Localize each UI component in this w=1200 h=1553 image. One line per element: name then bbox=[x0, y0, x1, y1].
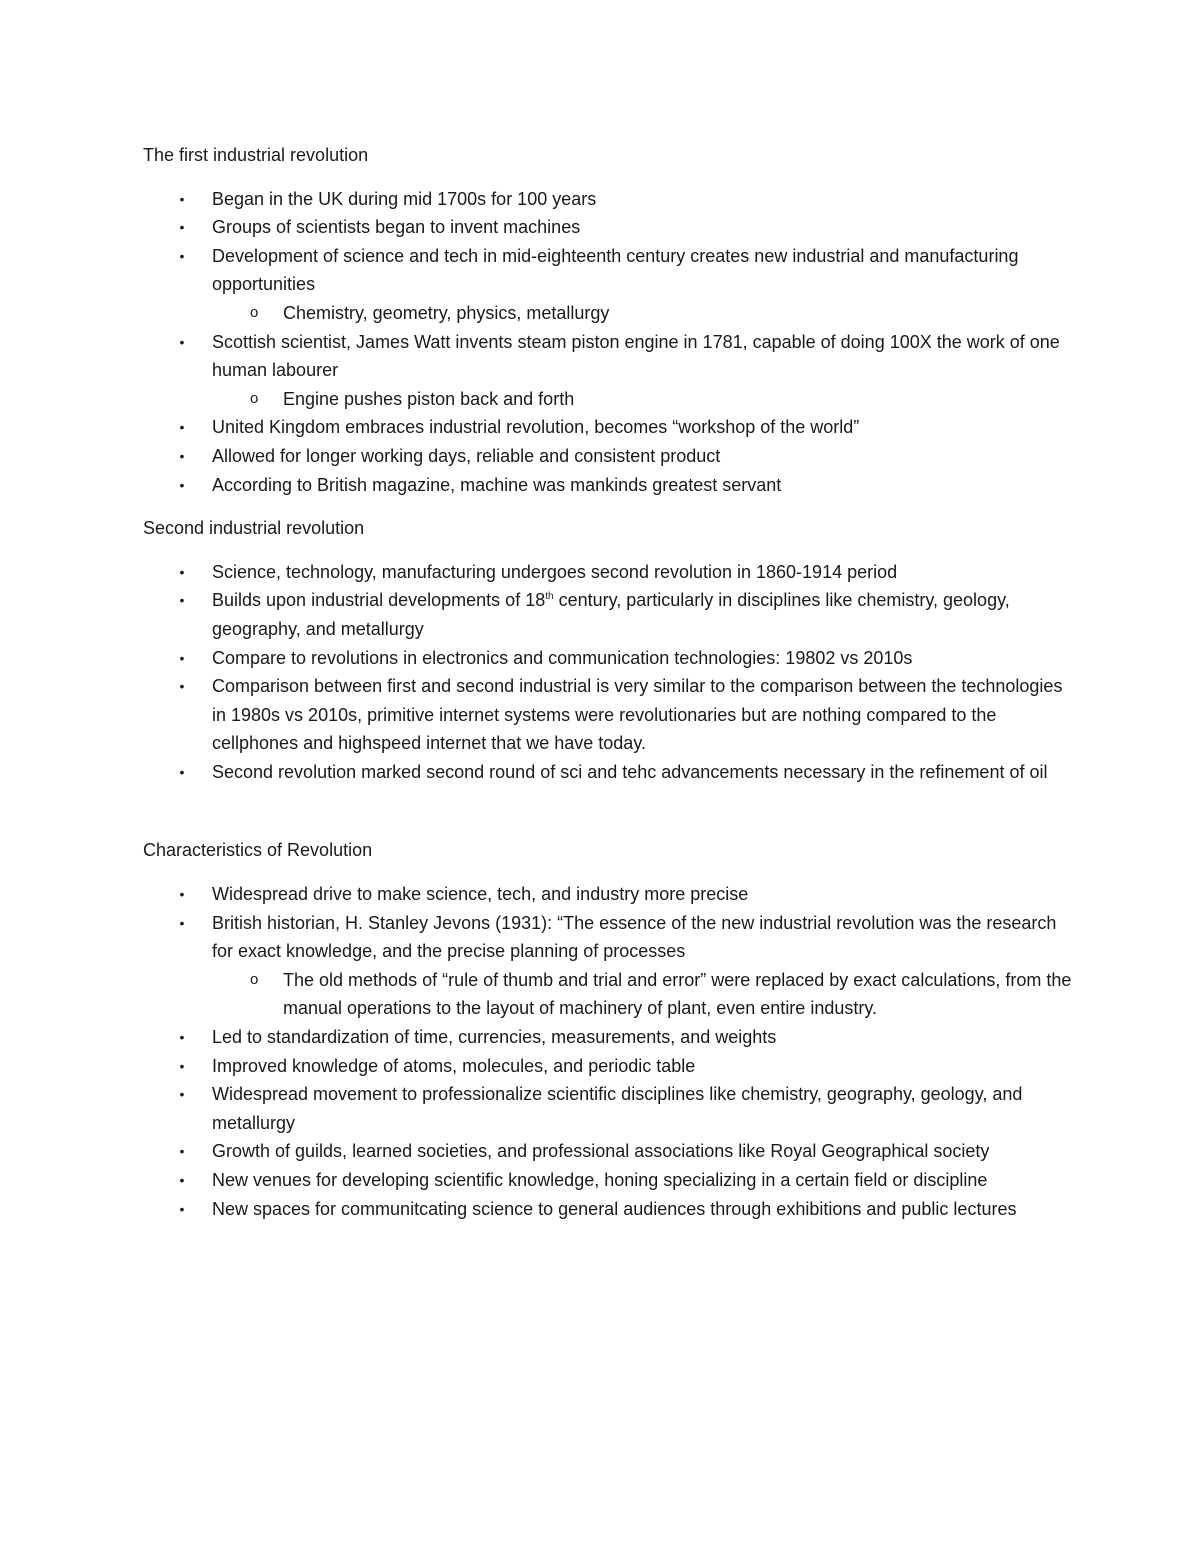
list-item-text: Allowed for longer working days, reliable and consistent product bbox=[212, 445, 721, 466]
list-item bbox=[143, 1023, 1073, 1052]
sub-bullet-icon: o bbox=[250, 970, 259, 988]
list-item bbox=[143, 558, 1073, 587]
sub-list-item-text: Chemistry, geometry, physics, metallurgy bbox=[283, 302, 610, 323]
bullet-icon: • bbox=[179, 649, 185, 666]
sub-list bbox=[212, 385, 1073, 414]
list-item bbox=[143, 1137, 1073, 1166]
list-item bbox=[143, 242, 1073, 328]
list-item-text: Began in the UK during mid 1700s for 100 years bbox=[212, 188, 597, 209]
bullet-icon: • bbox=[179, 914, 185, 931]
bullet-icon: • bbox=[179, 247, 185, 264]
list-item bbox=[143, 586, 1073, 643]
list-item-text-end: century, particularly in disciplines like chemistry, geology, geography, and metallurgy bbox=[212, 590, 1010, 639]
bullet-list bbox=[143, 185, 1073, 500]
section-heading: Characteristics of Revolution bbox=[143, 840, 373, 861]
list-item-text: Groups of scientists began to invent machines bbox=[212, 217, 581, 238]
list-item-text: New spaces for communitcating science to general audiences through exhibitions and public lectures bbox=[212, 1198, 1017, 1219]
list-item bbox=[143, 328, 1073, 414]
section-heading: The first industrial revolution bbox=[143, 145, 369, 165]
bullet-list bbox=[143, 880, 1073, 1223]
sub-list-item-text: The old methods of “rule of thumb and trial and error” were replaced by exact calculations, from the manual operations to the layout of machinery of plant, even entire industry. bbox=[283, 969, 1072, 1019]
list-item-text: Comparison between first and second industrial is very similar to the comparison between the technologies in 1980s vs 2010s, primitive internet systems were revolutionaries but are nothing compared to the cellphones and highspeed internet that we have today. bbox=[212, 676, 1063, 754]
list-item-text: Led to standardization of time, currencies, measurements, and weights bbox=[212, 1027, 777, 1048]
list-item bbox=[143, 1166, 1073, 1195]
list-item bbox=[143, 1195, 1073, 1224]
bullet-icon: • bbox=[179, 678, 185, 695]
list-item-text: Scottish scientist, James Watt invents steam piston engine in 1781, capable of doing 100X the work of one human labourer bbox=[212, 331, 1060, 381]
bullet-icon: • bbox=[179, 476, 185, 493]
bullet-icon: • bbox=[179, 190, 185, 207]
section-heading: Second industrial revolution bbox=[143, 518, 365, 539]
bullet-icon: • bbox=[179, 1172, 185, 1188]
bullet-icon: • bbox=[179, 419, 185, 436]
list-item-text: Compare to revolutions in electronics and communication technologies: 19802 vs 2010s bbox=[212, 647, 913, 668]
list-item bbox=[143, 185, 1073, 214]
sub-bullet-icon: o bbox=[250, 389, 259, 407]
bullet-icon: • bbox=[179, 763, 185, 780]
list-item-text: Improved knowledge of atoms, molecules, and periodic table bbox=[212, 1055, 696, 1076]
list-item bbox=[143, 909, 1073, 1023]
document-page bbox=[143, 141, 1073, 1223]
bullet-icon: • bbox=[179, 592, 185, 609]
bullet-icon: • bbox=[179, 1086, 185, 1103]
sub-bullet-icon: o bbox=[250, 303, 259, 321]
bullet-icon: • bbox=[179, 563, 185, 580]
list-item-text-start: Builds upon industrial developments of 18 bbox=[212, 590, 546, 611]
list-item bbox=[143, 471, 1073, 500]
list-item-text: Science, technology, manufacturing undergoes second revolution in 1860-1914 period bbox=[212, 561, 898, 582]
sub-list bbox=[212, 299, 1073, 328]
bullet-icon: • bbox=[179, 219, 185, 236]
list-item bbox=[143, 413, 1073, 442]
list-item bbox=[143, 758, 1073, 787]
sub-list-item bbox=[212, 966, 1073, 1023]
bullet-icon: • bbox=[179, 447, 185, 464]
list-item bbox=[143, 672, 1073, 758]
bullet-icon: • bbox=[179, 1057, 185, 1074]
list-item bbox=[143, 880, 1073, 909]
superscript: th bbox=[545, 591, 554, 603]
list-item bbox=[143, 213, 1073, 242]
list-item-text: According to British magazine, machine was mankinds greatest servant bbox=[212, 474, 782, 495]
list-item bbox=[143, 644, 1073, 673]
list-item-text: Second revolution marked second round of sci and tehc advancements necessary in the refinement of oil bbox=[212, 761, 1048, 782]
list-item-text: Widespread movement to professionalize scientific disciplines like chemistry, geography, geology, and metallurgy bbox=[212, 1084, 1023, 1133]
sub-list-item-text: Engine pushes piston back and forth bbox=[283, 388, 575, 409]
bullet-icon: • bbox=[179, 1143, 185, 1160]
list-item-text: Widespread drive to make science, tech, and industry more precise bbox=[212, 884, 749, 905]
list-item-text: New venues for developing scientific knowledge, honing specializing in a certain field or discipline bbox=[212, 1170, 988, 1190]
sub-list-item bbox=[212, 299, 1073, 328]
list-item bbox=[143, 1080, 1073, 1137]
sub-list bbox=[212, 966, 1073, 1023]
list-item-text: Development of science and tech in mid-eighteenth century creates new industrial and manufacturing opportunities bbox=[212, 245, 1019, 295]
list-item-text: Growth of guilds, learned societies, and professional associations like Royal Geographical society bbox=[212, 1141, 990, 1162]
list-item-text: British historian, H. Stanley Jevons (1931): “The essence of the new industrial revolution was the research for exact knowledge, and the precise planning of processes bbox=[212, 912, 1057, 962]
list-item-text: United Kingdom embraces industrial revolution, becomes “workshop of the world” bbox=[212, 417, 860, 438]
bullet-icon: • bbox=[179, 886, 185, 903]
bullet-icon: • bbox=[179, 1200, 185, 1217]
bullet-list bbox=[143, 558, 1073, 787]
bullet-icon: • bbox=[179, 1029, 185, 1046]
list-item bbox=[143, 1052, 1073, 1081]
list-item bbox=[143, 442, 1073, 471]
sub-list-item bbox=[212, 385, 1073, 414]
bullet-icon: • bbox=[179, 333, 185, 350]
